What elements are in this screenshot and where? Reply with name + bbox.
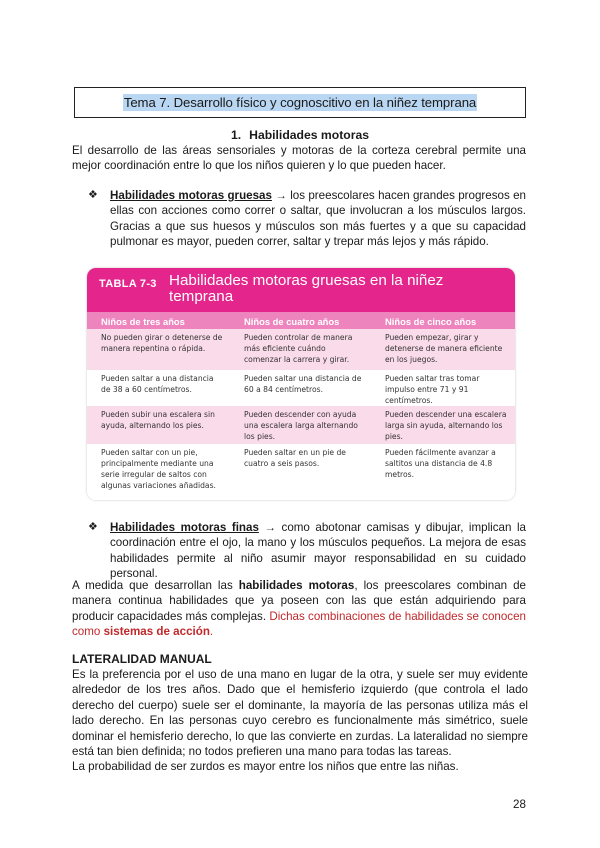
topic-title: Tema 7. Desarrollo físico y cognoscitivo en la niñez temprana <box>123 94 477 110</box>
highlighted-definition: Dichas combinaciones de habilidades se conocen como <box>72 609 526 639</box>
laterality-paragraph <box>72 667 528 775</box>
table-cell: Pueden saltar con un pie, principalmente mediante una serie irregular de saltos con algunas variaciones añadidas. <box>101 448 216 490</box>
table-row <box>87 370 515 406</box>
table-header <box>87 268 515 312</box>
fine-motor-bullet <box>110 520 526 582</box>
table-label: TABLA 7-3 <box>99 278 157 290</box>
paragraph-text: A medida que desarrollan las <box>72 579 239 592</box>
intro-paragraph: El desarrollo de las áreas sensoriales y motoras de la corteza cerebral permite una mejor coordinación entre lo que los niños quieren y lo que pueden hacer. <box>72 144 526 173</box>
table-row <box>87 406 515 444</box>
diamond-bullet-icon: ❖ <box>88 521 98 533</box>
table-cell: Pueden saltar a una distancia de 38 a 60 centímetros. <box>101 374 214 394</box>
motor-skills-term: habilidades motoras <box>238 579 355 592</box>
paragraph-text: . <box>209 625 214 639</box>
table-cell: Pueden descender una escalera larga sin ayuda, alternando los pies. <box>385 410 507 441</box>
gross-motor-bullet <box>110 188 526 250</box>
laterality-heading: LATERALIDAD MANUAL <box>72 652 212 666</box>
table-cell: Pueden controlar de manera más eficiente cuándo comenzar la carrera y girar. <box>244 333 353 364</box>
gross-motor-term: Habilidades motoras gruesas <box>110 189 272 202</box>
diamond-bullet-icon: ❖ <box>88 189 98 201</box>
table-title: Habilidades motoras gruesas en la niñez temprana <box>169 272 444 305</box>
table-cell: Pueden empezar, girar y detenerse de manera eficiente en los juegos. <box>385 333 503 364</box>
column-header: Niños de tres años <box>101 316 185 327</box>
table-cell: Pueden descender con ayuda una escalera larga alternando los pies. <box>244 410 358 441</box>
column-header: Niños de cuatro años <box>244 316 340 327</box>
motor-skills-table <box>87 268 515 500</box>
fine-motor-text: → como abotonar camisas y dibujar, implican la coordinación entre el ojo, la mano y los músculos pequeños. La mejora de esas habilidades permite al niño asumir mayor responsabilidad en su cuidado personal. <box>110 521 526 581</box>
table-cell: Pueden saltar en un pie de cuatro a seis pasos. <box>244 448 346 468</box>
table-cell: No pueden girar o detenerse de manera repentina o rápida. <box>101 333 223 353</box>
topic-title-box <box>74 87 526 118</box>
table-cell: Pueden saltar tras tomar impulso entre 71 y 91 centímetros. <box>385 374 480 405</box>
section-title: Habilidades motoras <box>249 128 370 142</box>
gross-motor-text: → los preescolares hacen grandes progresos en ellas con acciones como correr o saltar, que involucran a los músculos largos. Gracias a que sus huesos y músculos son más fuertes y a que su capacidad pulmonar es mayor, pueden correr, saltar y trepar más lejos y más rápido. <box>110 189 526 249</box>
table-row <box>87 329 515 370</box>
table-cell: Pueden subir una escalera sin ayuda, alternando los pies. <box>101 410 215 430</box>
table-column-headers <box>87 312 515 329</box>
fine-motor-term: Habilidades motoras finas <box>110 521 259 534</box>
table-row <box>87 444 515 500</box>
laterality-text: Es la preferencia por el uso de una mano en lugar de la otra, y suele ser muy evidente alrededor de los tres años. Dado que el hemisferio izquierdo (que controla el lado derecho del cuerpo) suele ser el dominante, la mayoría de las personas utiliza más el lado derecho. En las personas cuyo cerebro es funcionalmente más simétrico, suele dominar el hemisferio derecho, lo que las convierte en zurdas. La lateralidad no siempre está tan bien definida; no todos prefieren una mano para todas las tareas. <box>72 668 528 759</box>
action-systems-paragraph <box>72 578 526 640</box>
table-cell: Pueden fácilmente avanzar a saltitos una distancia de 4.8 metros. <box>385 448 496 479</box>
section-number: 1. <box>230 128 242 142</box>
section-heading <box>0 128 600 143</box>
table-cell: Pueden saltar una distancia de 60 a 84 centímetros. <box>244 374 362 394</box>
laterality-text-2: La probabilidad de ser zurdos es mayor entre los niños que entre las niñas. <box>72 760 459 774</box>
action-systems-term: sistemas de acción <box>103 625 210 639</box>
page-number: 28 <box>513 798 526 811</box>
paragraph-text: , los preescolares combinan de manera continua habilidades que ya poseen con las que están adquiriendo para producir capacidades más complejas. <box>72 579 527 623</box>
column-header: Niños de cinco años <box>385 316 477 327</box>
